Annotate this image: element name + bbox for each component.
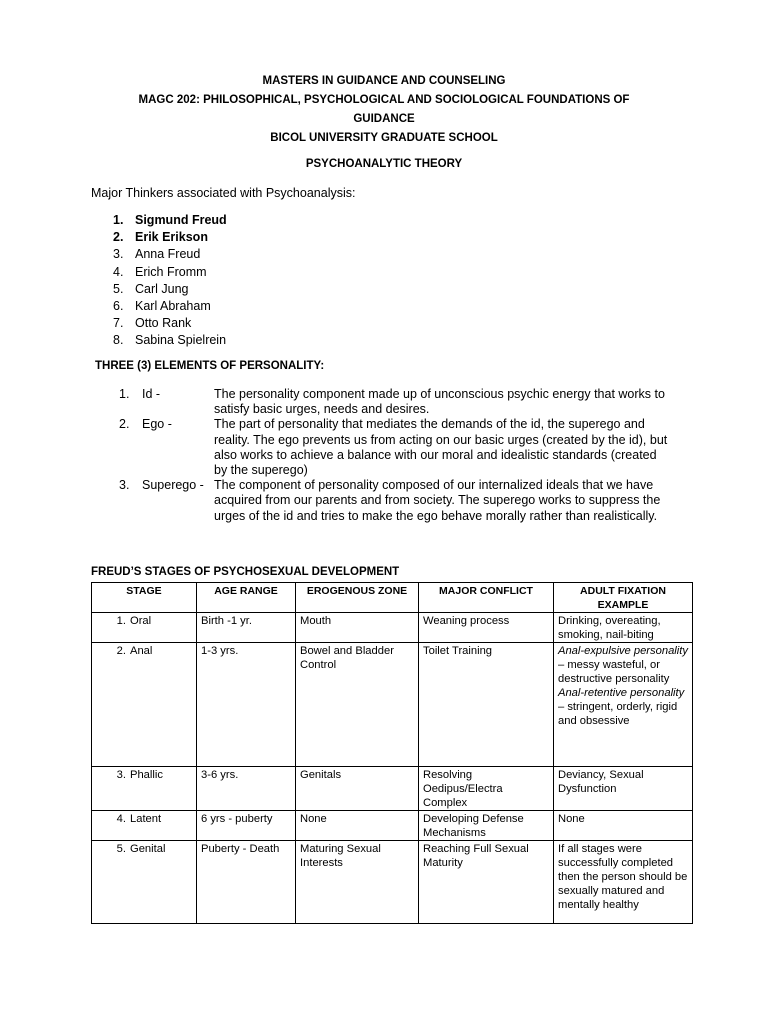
table-row (92, 811, 693, 841)
fixation-cell: If all stages were successfully completed then the person should be sexually matured and mentally healthy (554, 841, 693, 924)
element-item-id: 1. Id - The personality component made up of unconscious psychic energy that works to satisfy basic urges, needs and desires. (119, 387, 679, 417)
element-term: Superego - (142, 478, 204, 493)
stage-cell: 4. Latent (92, 811, 197, 841)
table-header-row (92, 583, 693, 613)
column-header: EROGENOUS ZONE (296, 583, 419, 613)
age-cell: Birth -1 yr. (197, 613, 296, 643)
document-header (0, 72, 768, 148)
fixation-cell: Anal-expulsive personality – messy wasteful, or destructive personality Anal-retentive personality – stringent, orderly, rigid and obsessive (554, 643, 693, 767)
age-cell: 3-6 yrs. (197, 767, 296, 811)
element-definition: The personality component made up of unconscious psychic energy that works to satisfy basic urges, needs and desires. (214, 387, 665, 417)
course-title: MAGC 202: PHILOSOPHICAL, PSYCHOLOGICAL AND SOCIOLOGICAL FOUNDATIONS OF (138, 94, 630, 106)
column-header: STAGE (92, 583, 197, 613)
table-row (92, 841, 693, 924)
personality-elements-list (119, 387, 679, 524)
thinker-name: Karl Abraham (135, 298, 211, 313)
list-item: 7. Otto Rank (113, 316, 192, 331)
conflict-cell: Resolving Oedipus/Electra Complex (419, 767, 554, 811)
thinker-name: Carl Jung (135, 281, 189, 296)
table-row (92, 613, 693, 643)
list-item: 6. Karl Abraham (113, 298, 211, 313)
list-item: 5. Carl Jung (113, 281, 189, 296)
thinker-name: Otto Rank (135, 316, 192, 331)
table-title: FREUD’S STAGES OF PSYCHOSEXUAL DEVELOPMENT (91, 566, 400, 578)
zone-cell: Bowel and Bladder Control (296, 643, 419, 767)
column-header: ADULT FIXATION EXAMPLE (554, 583, 693, 613)
stage-cell: 5. Genital (92, 841, 197, 924)
thinker-name: Sigmund Freud (135, 213, 227, 227)
element-definition: The part of personality that mediates the demands of the id, the superego and reality. The ego prevents us from acting on our basic urges (created by the id), but also works to achieve a balance with our moral and idealistic standards (created by the superego) (214, 417, 668, 478)
thinker-name: Erik Erikson (135, 230, 208, 245)
topic-title: PSYCHOANALYTIC THEORY (305, 158, 463, 170)
list-item: 3. Anna Freud (113, 247, 201, 262)
zone-cell: Maturing Sexual Interests (296, 841, 419, 924)
element-term: Ego - (142, 417, 172, 432)
age-cell: 1-3 yrs. (197, 643, 296, 767)
stage-cell: 2. Anal (92, 643, 197, 767)
age-cell: Puberty - Death (197, 841, 296, 924)
fixation-cell: Drinking, overeating, smoking, nail-biting (554, 613, 693, 643)
element-item-superego: 3. Superego - The component of personality composed of our internalized ideals that we have acquired from our parents and from society. The superego works to suppress the urges of the id and tries to make the ego behave morally rather than realistically. (119, 478, 679, 524)
column-header: MAJOR CONFLICT (419, 583, 554, 613)
list-item: 8. Sabina Spielrein (113, 333, 227, 348)
fixation-cell: None (554, 811, 693, 841)
zone-cell: Genitals (296, 767, 419, 811)
fixation-cell: Deviancy, Sexual Dysfunction (554, 767, 693, 811)
intro-text: Major Thinkers associated with Psychoanalysis: (91, 186, 356, 200)
column-header: AGE RANGE (197, 583, 296, 613)
zone-cell: Mouth (296, 613, 419, 643)
conflict-cell: Weaning process (419, 613, 554, 643)
thinkers-list (113, 212, 227, 350)
element-item-ego: 2. Ego - The part of personality that mediates the demands of the id, the superego and reality. The ego prevents us from acting on our basic urges (created by the id), but also works to achieve a balance with our moral and idealistic standards (created by the superego) (119, 417, 668, 478)
stage-cell: 1. Oral (92, 613, 197, 643)
list-item: 2. Erik Erikson (113, 230, 208, 245)
psychosexual-stages-table (91, 582, 693, 924)
elements-title: THREE (3) ELEMENTS OF PERSONALITY: (95, 360, 325, 372)
element-definition: The component of personality composed of our internalized ideals that we have acquired from our parents and from society. The superego works to suppress the urges of the id and tries to make the ego behave morally rather than realistically. (214, 478, 661, 523)
thinker-name: Sabina Spielrein (135, 333, 227, 348)
stage-cell: 3. Phallic (92, 767, 197, 811)
conflict-cell: Toilet Training (419, 643, 554, 767)
list-item: 4. Erich Fromm (113, 264, 207, 279)
table-row (92, 643, 693, 767)
thinker-name: Anna Freud (135, 247, 201, 262)
zone-cell: None (296, 811, 419, 841)
age-cell: 6 yrs - puberty (197, 811, 296, 841)
conflict-cell: Reaching Full Sexual Maturity (419, 841, 554, 924)
element-term: Id - (142, 387, 161, 401)
list-item: 1. Sigmund Freud (113, 213, 227, 227)
table-row (92, 767, 693, 811)
conflict-cell: Developing Defense Mechanisms (419, 811, 554, 841)
program-title: MASTERS IN GUIDANCE AND COUNSELING (262, 75, 506, 87)
thinker-name: Erich Fromm (135, 264, 207, 279)
school-name: BICOL UNIVERSITY GRADUATE SCHOOL (270, 132, 498, 144)
course-title-continued: GUIDANCE (353, 113, 415, 125)
